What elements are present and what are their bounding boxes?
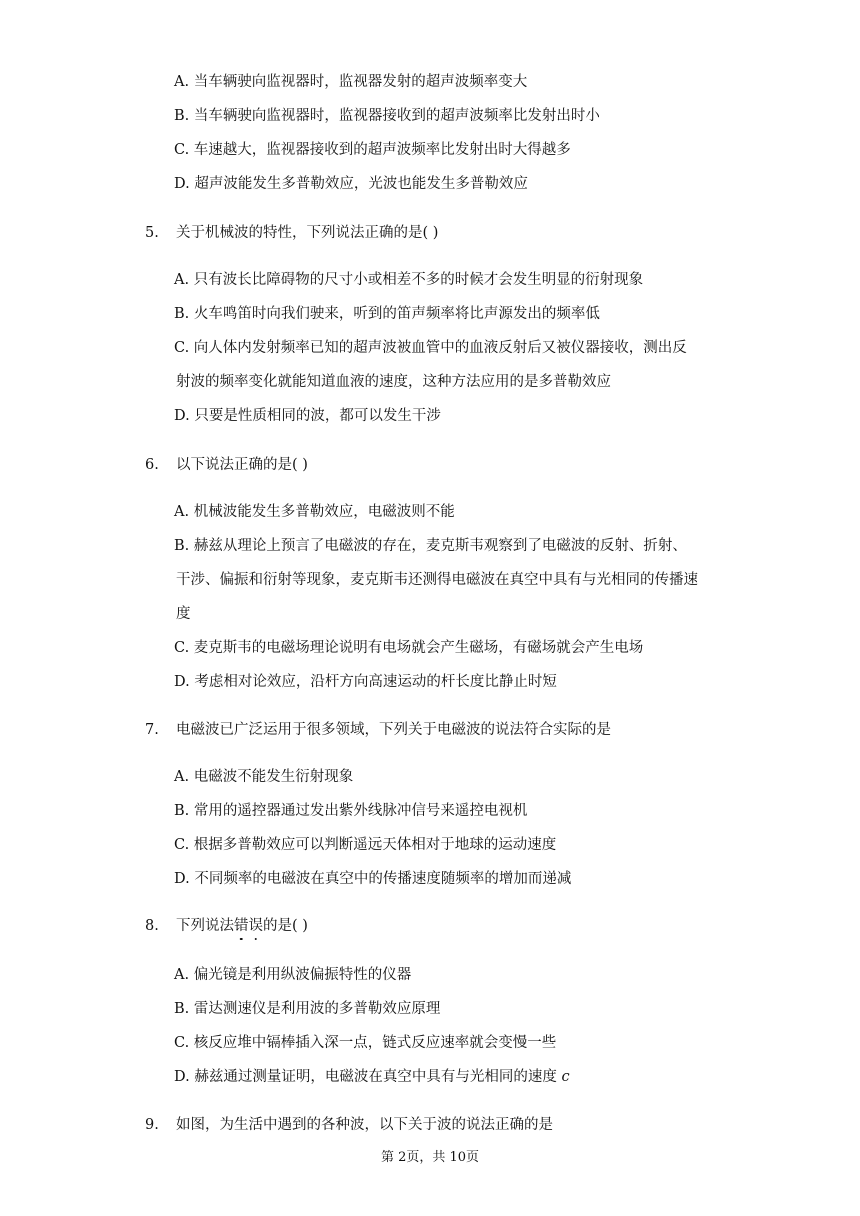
speed-of-light-symbol: c bbox=[561, 1069, 570, 1085]
q4-option-d: D. 超声波能发生多普勒效应，光波也能发生多普勒效应 bbox=[174, 176, 528, 192]
q6-option-a: A. 机械波能发生多普勒效应，电磁波则不能 bbox=[174, 504, 455, 520]
q8-number: 8. bbox=[145, 918, 159, 934]
q4-option-a: A. 当车辆驶向监视器时，监视器发射的超声波频率变大 bbox=[174, 74, 528, 90]
q6-stem: 以下说法正确的是( ) bbox=[176, 457, 308, 473]
q8-option-a: A. 偏光镜是利用纵波偏振特性的仪器 bbox=[174, 967, 412, 983]
q8-option-d bbox=[174, 1067, 570, 1087]
q5-option-b: B. 火车鸣笛时向我们驶来，听到的笛声频率将比声源发出的频率低 bbox=[174, 306, 600, 322]
q5-stem: 关于机械波的特性，下列说法正确的是( ) bbox=[176, 225, 439, 241]
q7-option-d: D. 不同频率的电磁波在真空中的传播速度随频率的增加而递减 bbox=[174, 871, 572, 887]
q7-option-b: B. 常用的遥控器通过发出紫外线脉冲信号来遥控电视机 bbox=[174, 803, 528, 819]
q6-option-b: B. 赫兹从理论上预言了电磁波的存在，麦克斯韦观察到了电磁波的反射、折射、 bbox=[174, 538, 687, 554]
q8-option-b: B. 雷达测速仪是利用波的多普勒效应原理 bbox=[174, 1001, 441, 1017]
q5-option-c-cont: 射波的频率变化就能知道血液的速度，这种方法应用的是多普勒效应 bbox=[176, 374, 611, 390]
q5-number: 5. bbox=[145, 225, 159, 241]
q8-stem-pre: 下列说法 bbox=[176, 918, 234, 934]
page-footer: 第 2页，共 10页 bbox=[380, 1150, 480, 1165]
q5-option-a: A. 只有波长比障碍物的尺寸小或相差不多的时候才会发生明显的衍射现象 bbox=[174, 272, 644, 288]
q4-option-b: B. 当车辆驶向监视器时，监视器接收到的超声波频率比发射出时小 bbox=[174, 108, 600, 124]
q9-number: 9. bbox=[145, 1117, 159, 1133]
q4-option-c: C. 车速越大，监视器接收到的超声波频率比发射出时大得越多 bbox=[174, 142, 571, 158]
q8-stem bbox=[176, 916, 308, 936]
q8-option-d-text: D. 赫兹通过测量证明，电磁波在真空中具有与光相同的速度 bbox=[174, 1069, 557, 1085]
q8-stem-emphasis-1: 错 bbox=[234, 918, 249, 934]
q8-stem-post: 的是( ) bbox=[263, 918, 308, 934]
q6-number: 6. bbox=[145, 457, 159, 473]
q6-option-b-cont2: 度 bbox=[176, 606, 191, 622]
q6-option-d: D. 考虑相对论效应，沿杆方向高速运动的杆长度比静止时短 bbox=[174, 674, 557, 690]
q8-option-c: C. 核反应堆中镉棒插入深一点，链式反应速率就会变慢一些 bbox=[174, 1035, 557, 1051]
q6-option-b-cont1: 干涉、偏振和衍射等现象，麦克斯韦还测得电磁波在真空中具有与光相同的传播速 bbox=[176, 572, 698, 588]
q7-option-c: C. 根据多普勒效应可以判断遥远天体相对于地球的运动速度 bbox=[174, 837, 557, 853]
q7-number: 7. bbox=[145, 722, 159, 738]
q9-stem: 如图，为生活中遇到的各种波，以下关于波的说法正确的是 bbox=[176, 1117, 553, 1133]
q7-option-a: A. 电磁波不能发生衍射现象 bbox=[174, 769, 354, 785]
q5-option-c: C. 向人体内发射频率已知的超声波被血管中的血液反射后又被仪器接收，测出反 bbox=[174, 340, 687, 356]
q6-option-c: C. 麦克斯韦的电磁场理论说明有电场就会产生磁场，有磁场就会产生电场 bbox=[174, 640, 644, 656]
q7-stem: 电磁波已广泛运用于很多领域，下列关于电磁波的说法符合实际的是 bbox=[176, 722, 611, 738]
q8-stem-emphasis-2: 误 bbox=[248, 918, 263, 934]
q5-option-d: D. 只要是性质相同的波，都可以发生干涉 bbox=[174, 408, 441, 424]
